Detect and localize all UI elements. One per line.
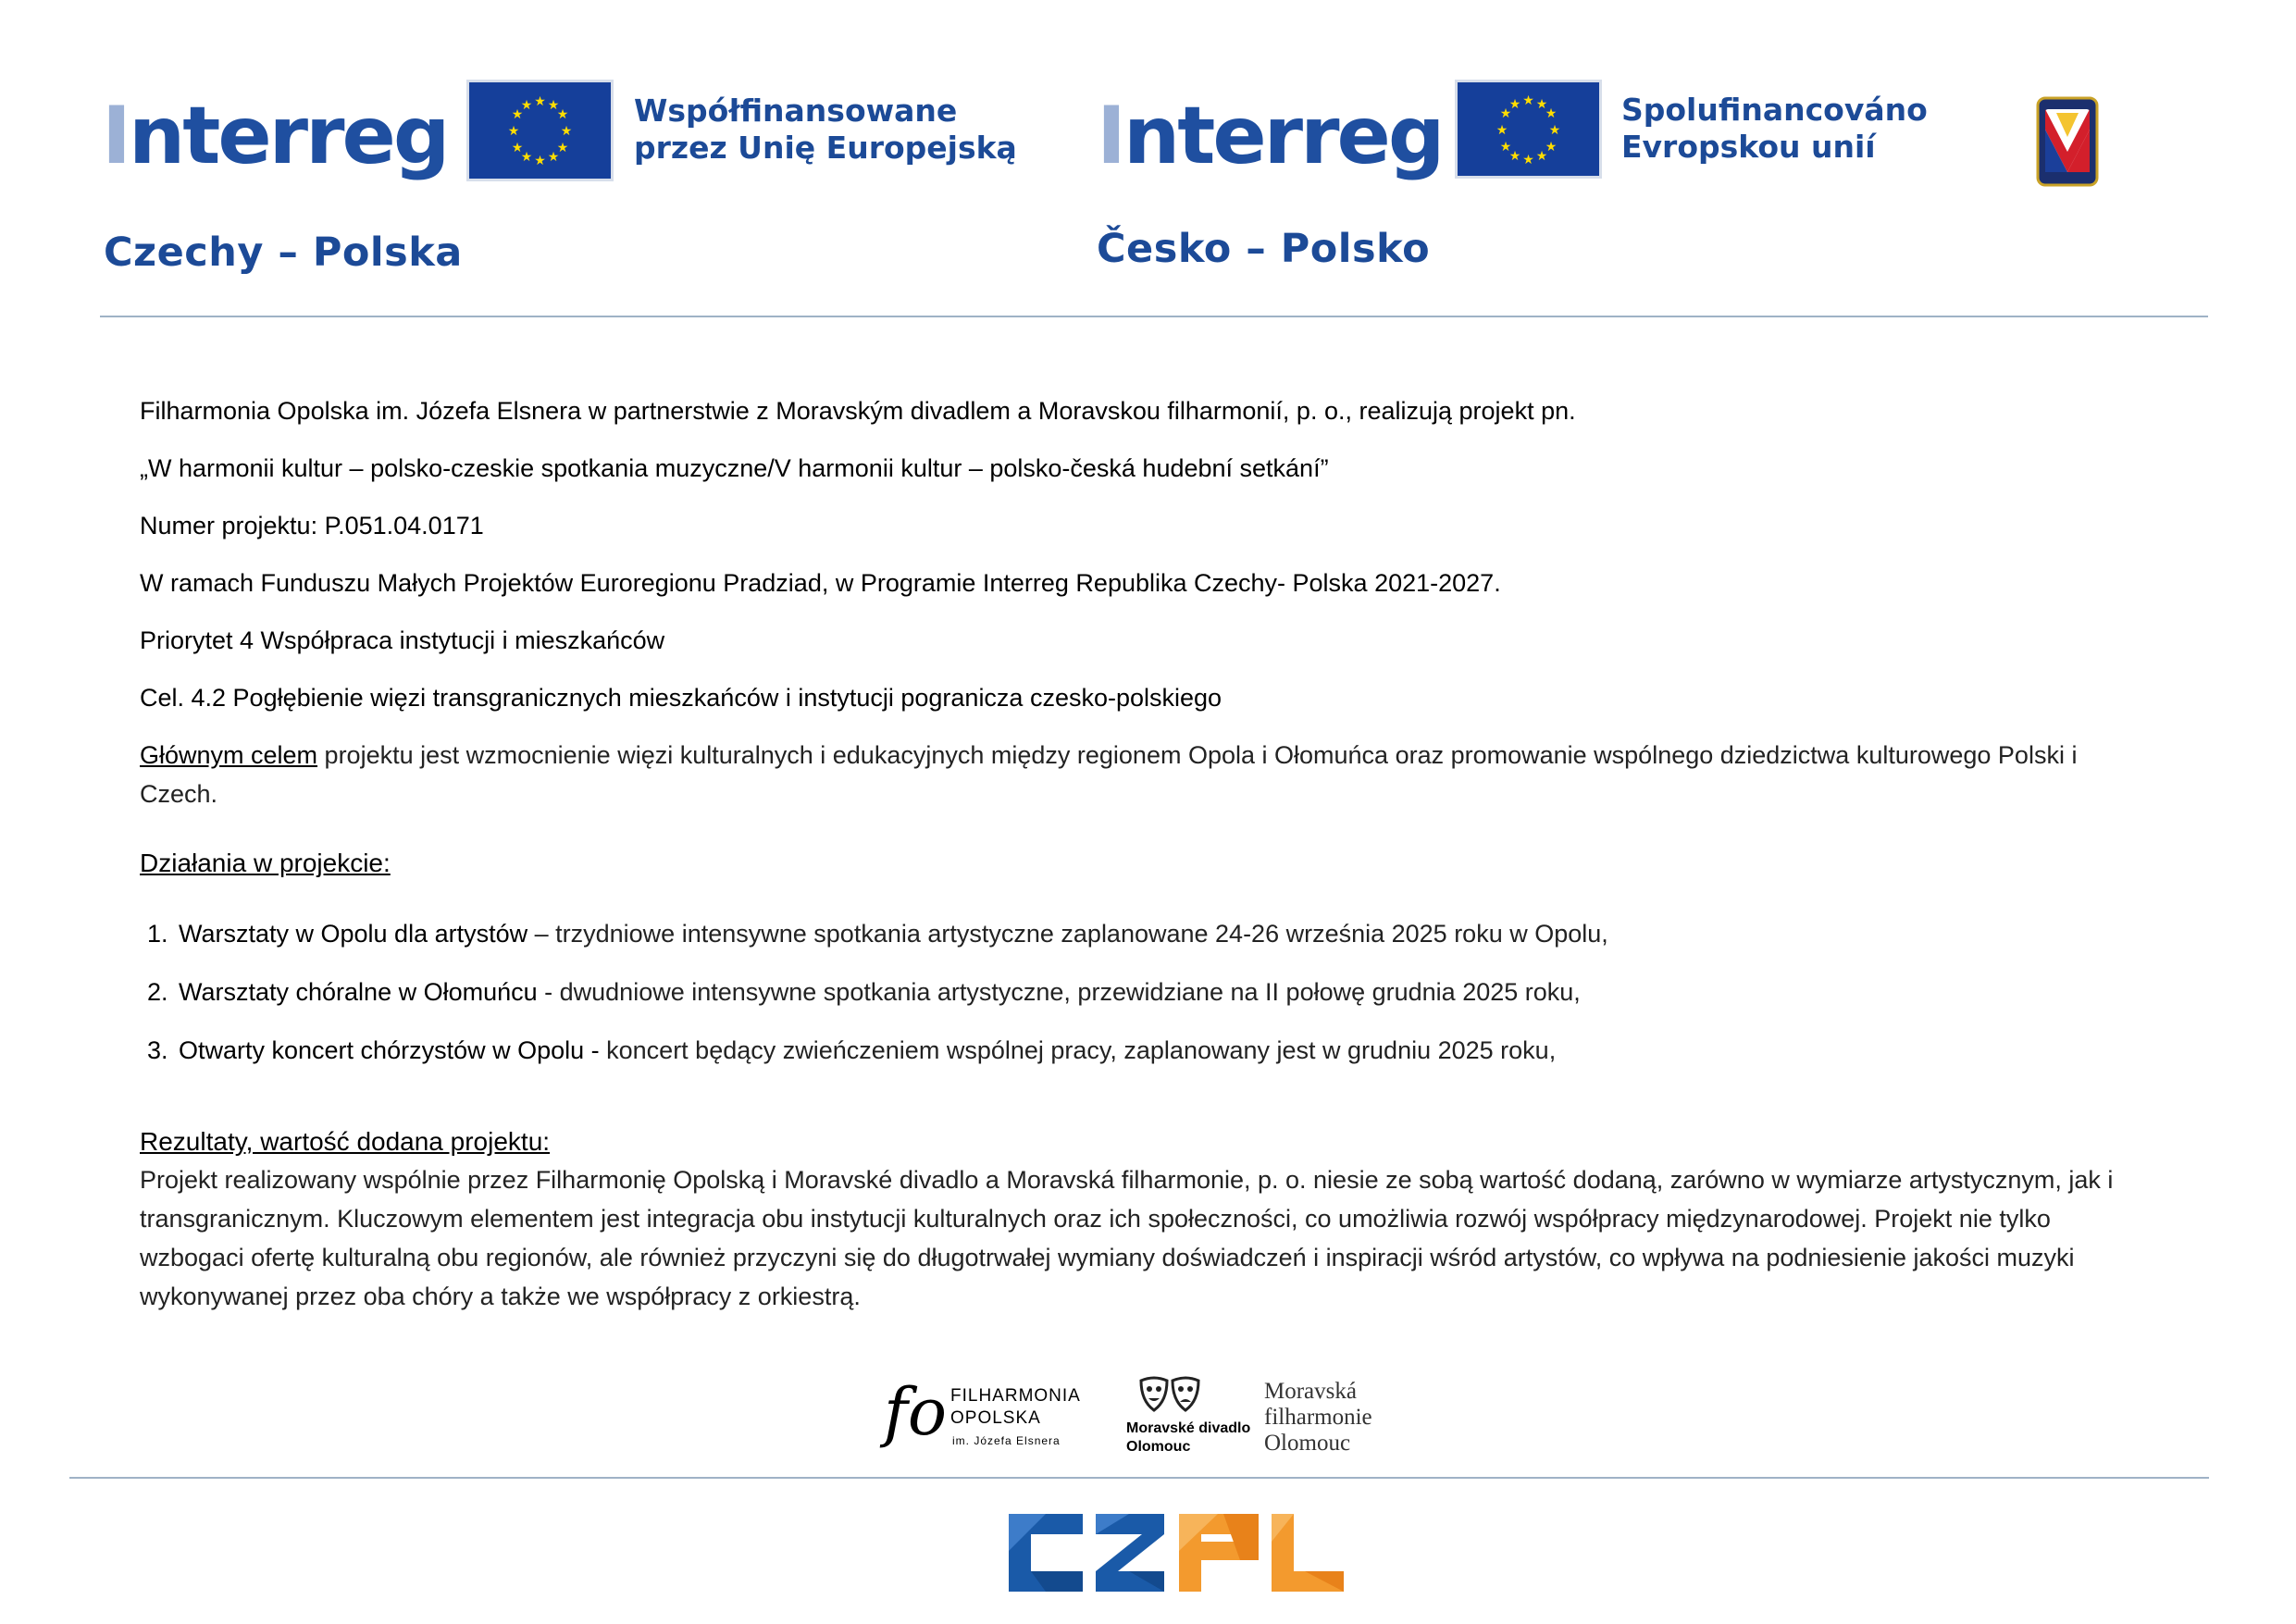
- svg-text:★: ★: [560, 124, 573, 139]
- svg-text:★: ★: [511, 141, 524, 155]
- svg-text:★: ★: [1545, 140, 1558, 155]
- list-item: 1. Warsztaty w Opolu dla artystów – trzydniowe intensywne spotkania artystyczne zaplanowane 24-26 września 2025 roku w Opolu,: [175, 905, 2176, 963]
- goal-objective-line: Cel. 4.2 Pogłębienie więzi transgranicznych mieszkańców i instytucji pogranicza czesko-polskiego: [140, 684, 1222, 712]
- svg-text:★: ★: [1522, 93, 1534, 108]
- svg-text:★: ★: [1535, 149, 1548, 164]
- svg-text:★: ★: [556, 141, 569, 155]
- activities-list: [140, 905, 2176, 1080]
- activities-heading: Działania w projekcie:: [140, 849, 391, 877]
- svg-text:★: ★: [520, 98, 533, 113]
- svg-text:★: ★: [547, 150, 560, 165]
- svg-text:★: ★: [534, 94, 546, 109]
- main-goal-label: Głównym celem: [140, 741, 318, 769]
- eu-cofinanced-text-left: Współfinansowane przez Unię Europejską: [634, 93, 1017, 167]
- eu-cofinanced-text-right: Spolufinancováno Evropskou unií: [1621, 92, 1928, 166]
- list-item: 2. Warsztaty chóralne w Ołomuńcu - dwudniowe intensywne spotkania artystyczne, przewidziane na II połowę grudnia 2025 roku,: [175, 963, 2176, 1022]
- project-title-line: „W harmonii kultur – polsko-czeskie spotkania muzyczne/V harmonii kultur – polsko-česká hudební setkání”: [140, 454, 1329, 482]
- main-goal-text: projektu jest wzmocnienie więzi kulturalnych i edukacyjnych między regionem Opola i Ołomuńca oraz promowanie wspólnego dziedzictwa kulturowego Polski i Czech.: [140, 741, 2078, 808]
- eu-flag-left: [469, 82, 611, 179]
- svg-text:★: ★: [1496, 123, 1508, 138]
- svg-text:★: ★: [1522, 153, 1534, 167]
- header-divider: [100, 316, 2208, 317]
- region-label-right: Česko – Polsko: [1097, 226, 1431, 272]
- svg-text:★: ★: [1535, 97, 1548, 112]
- eu-stars-icon: [469, 82, 611, 179]
- svg-text:★: ★: [507, 124, 520, 139]
- header: [0, 0, 2296, 319]
- fo-monogram: fo: [884, 1374, 948, 1450]
- intro-partners-line: Filharmonia Opolska im. Józefa Elsnera w partnerstwie z Moravským divadlem a Moravskou filharmonií, p. o., realizują projekt pn.: [140, 397, 1576, 425]
- interreg-brand-text: nterreg: [129, 90, 448, 182]
- interreg-brand-text-right: nterreg: [1123, 90, 1443, 182]
- moravske-divadlo-logo: Moravské divadlo Olomouc: [1126, 1373, 1260, 1466]
- eu-flag-right: [1458, 82, 1599, 176]
- svg-text:★: ★: [511, 107, 524, 122]
- interreg-logo-left: Interreg: [102, 90, 448, 182]
- results-paragraph: Projekt realizowany wspólnie przez Filharmonię Opolską i Moravské divadlo a Moravská filharmonie, p. o. niesie ze sobą wartość dodaną, zarówno w wymiarze artystycznym, jak i transgranicznym. Kluczowym elementem jest integracja obu instytucji kulturalnych oraz ich społeczności, co umożliwia rozwój współpracy międzynarodowej. Projekt nie tylko wzbogaci ofertę kulturalną obu regionów, ale również przyczyni się do długotrwałej wymiany doświadczeń i inspiracji wśród artystów, co wpływa na podniesienie jakości muzyki wykonywanej przez oba chóry a także we współpracy z orkiestrą.: [140, 1166, 2114, 1310]
- svg-text:★: ★: [534, 154, 546, 168]
- priority-line: Priorytet 4 Współpraca instytucji i mieszkańców: [140, 626, 665, 654]
- moravska-filharmonie-logo: Moravská filharmonie Olomouc: [1264, 1379, 1372, 1456]
- results-heading: Rezultaty, wartość dodana projektu:: [140, 1127, 551, 1156]
- fund-program-line: W ramach Funduszu Małych Projektów Euroregionu Pradziad, w Programie Interreg Republika Czechy- Polska 2021-2027.: [140, 569, 1501, 597]
- cz-pl-logo-icon: [1009, 1514, 1344, 1592]
- euroregion-praded-emblem-icon: [2036, 96, 2099, 187]
- region-label-left: Czechy – Polska: [104, 229, 463, 276]
- theatre-masks-icon: [1136, 1373, 1204, 1416]
- svg-text:★: ★: [1499, 140, 1512, 155]
- svg-text:★: ★: [1499, 106, 1512, 121]
- list-item: 3. Otwarty koncert chórzystów w Opolu - koncert będący zwieńczeniem wspólnej pracy, zaplanowany jest w grudniu 2025 roku,: [175, 1022, 2176, 1080]
- svg-text:★: ★: [556, 107, 569, 122]
- footer-divider: [69, 1477, 2209, 1479]
- svg-text:★: ★: [1545, 106, 1558, 121]
- interreg-logo-right: Interreg: [1097, 90, 1443, 182]
- filharmonia-opolska-logo: fo FILHARMONIA OPOLSKA im. Józefa Elsnera: [884, 1374, 1081, 1450]
- svg-text:★: ★: [547, 98, 560, 113]
- svg-text:★: ★: [1508, 97, 1521, 112]
- project-number-line: Numer projektu: P.051.04.0171: [140, 512, 484, 539]
- main-goal-paragraph: [140, 736, 2129, 813]
- eu-stars-icon: [1458, 82, 1599, 176]
- svg-text:★: ★: [520, 150, 533, 165]
- svg-text:★: ★: [1548, 123, 1561, 138]
- svg-text:★: ★: [1508, 149, 1521, 164]
